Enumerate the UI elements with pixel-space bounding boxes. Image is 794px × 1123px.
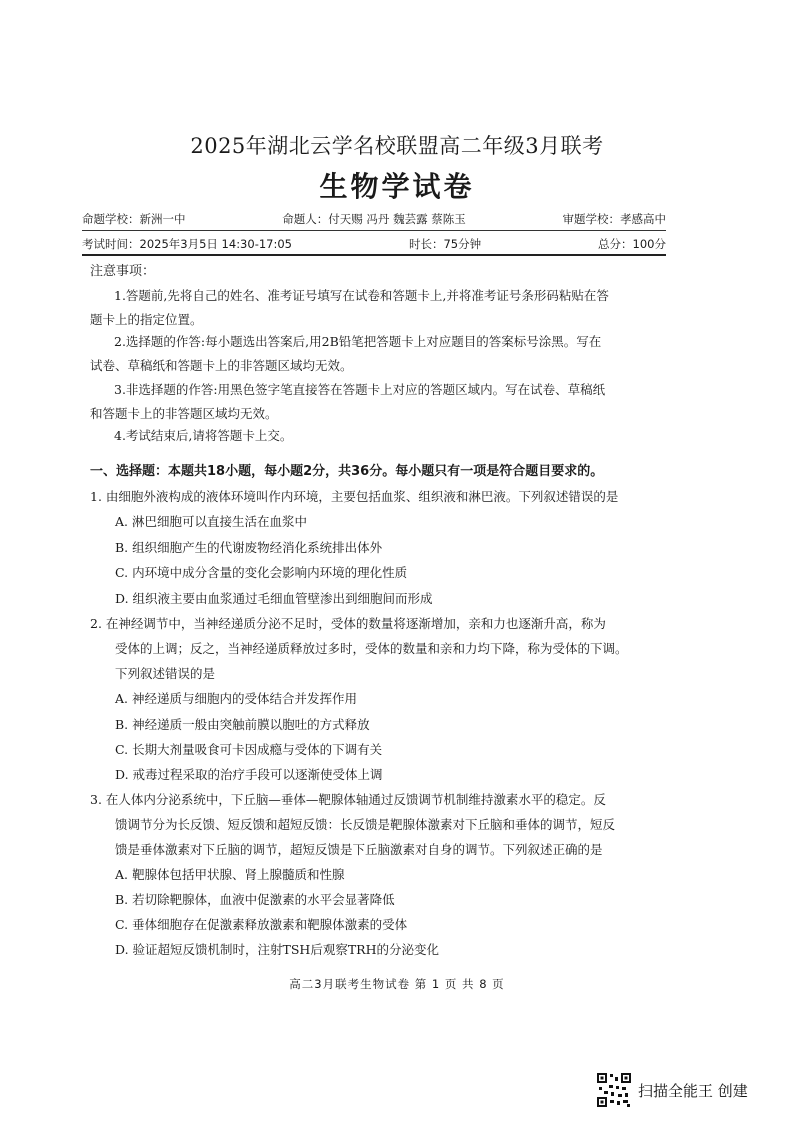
option-1a: A. 淋巴细胞可以直接生活在血浆中 xyxy=(115,514,307,529)
divider xyxy=(82,230,666,231)
option-2d: D. 戒毒过程采取的治疗手段可以逐渐使受体上调 xyxy=(115,767,383,782)
notice-item-cont: 和答题卡上的非答题区域均无效。 xyxy=(90,406,278,421)
authors: 命题人：付天赐 冯丹 魏芸露 蔡陈玉 xyxy=(282,212,466,226)
section-heading: 一、选择题：本题共18小题，每小题2分，共36分。每小题只有一项是符合题目要求的。 xyxy=(90,464,604,479)
question-1: 1. 由细胞外液构成的液体环境叫作内环境，主要包括血浆、组织液和淋巴液。下列叙述错误的是 xyxy=(90,489,619,504)
question-3: 3. 在人体内分泌系统中，下丘脑—垂体—靶腺体轴通过反馈调节机制维持激素水平的稳定。反 xyxy=(90,792,606,807)
option-3d: D. 验证超短反馈机制时，注射TSH后观察TRH的分泌变化 xyxy=(115,942,439,957)
exam-subject: 生物学试卷 xyxy=(319,170,475,203)
review-school: 审题学校：孝感高中 xyxy=(562,212,666,226)
option-1c: C. 内环境中成分含量的变化会影响内环境的理化性质 xyxy=(115,565,408,580)
option-1b: B. 组织细胞产生的代谢废物经消化系统排出体外 xyxy=(115,540,383,555)
exam-title: 2025年湖北云学名校联盟高二年级3月联考 xyxy=(190,134,604,158)
option-3c: C. 垂体细胞存在促激素释放激素和靶腺体激素的受体 xyxy=(115,917,408,932)
option-3b: B. 若切除靶腺体，血液中促激素的水平会显著降低 xyxy=(115,892,395,907)
option-2a: A. 神经递质与细胞内的受体结合并发挥作用 xyxy=(115,691,357,706)
notice-item: 3.非选择题的作答:用黑色签字笔直接答在答题卡上对应的答题区域内。写在试卷、草稿纸 xyxy=(114,382,606,397)
notice-title: 注意事项： xyxy=(90,264,156,279)
question-2-cont: 下列叙述错误的是 xyxy=(115,666,216,681)
question-2: 2. 在神经调节中，当神经递质分泌不足时，受体的数量将逐渐增加，亲和力也逐渐升高，称为 xyxy=(90,616,606,631)
option-2b: B. 神经递质一般由突触前膜以胞吐的方式释放 xyxy=(115,717,370,732)
page-footer: 高二3月联考生物试卷 第 1 页 共 8 页 xyxy=(289,977,505,991)
divider xyxy=(82,254,666,256)
notice-item-cont: 试卷、草稿纸和答题卡上的非答题区域均无效。 xyxy=(90,358,353,373)
meta-row-time xyxy=(82,236,666,252)
notice-item-cont: 题卡上的指定位置。 xyxy=(90,312,203,327)
option-2c: C. 长期大剂量吸食可卡因成瘾与受体的下调有关 xyxy=(115,742,383,757)
option-3a: A. 靶腺体包括甲状腺、肾上腺髓质和性腺 xyxy=(115,867,345,882)
question-3-cont: 馈是垂体激素对下丘脑的调节，超短反馈是下丘脑激素对自身的调节。下列叙述正确的是 xyxy=(115,842,603,857)
exam-time: 考试时间：2025年3月5日 14:30-17:05 xyxy=(82,237,292,251)
notice-item: 4.考试结束后,请将答题卡上交。 xyxy=(114,428,293,443)
question-2-cont: 受体的上调；反之，当神经递质释放过多时，受体的数量和亲和力均下降，称为受体的下调。 xyxy=(115,641,628,656)
notice-item: 1.答题前,先将自己的姓名、准考证号填写在试卷和答题卡上,并将准考证号条形码粘贴在答 xyxy=(114,288,609,303)
question-3-cont: 馈调节分为长反馈、短反馈和超短反馈：长反馈是靶腺体激素对下丘脑和垂体的调节，短反 xyxy=(115,817,616,832)
qr-code-icon xyxy=(596,1072,632,1108)
total-score: 总分：100分 xyxy=(598,237,666,251)
meta-row-authors xyxy=(82,211,666,227)
notice-item: 2.选择题的作答:每小题选出答案后,用2B铅笔把答题卡上对应题目的答案标号涂黑。写在 xyxy=(114,334,602,349)
scanner-watermark: 扫描全能王 创建 xyxy=(638,1082,748,1100)
duration: 时长：75分钟 xyxy=(408,237,482,251)
proposing-school: 命题学校：新洲一中 xyxy=(82,212,186,226)
option-1d: D. 组织液主要由血浆通过毛细血管壁渗出到细胞间而形成 xyxy=(115,591,433,606)
